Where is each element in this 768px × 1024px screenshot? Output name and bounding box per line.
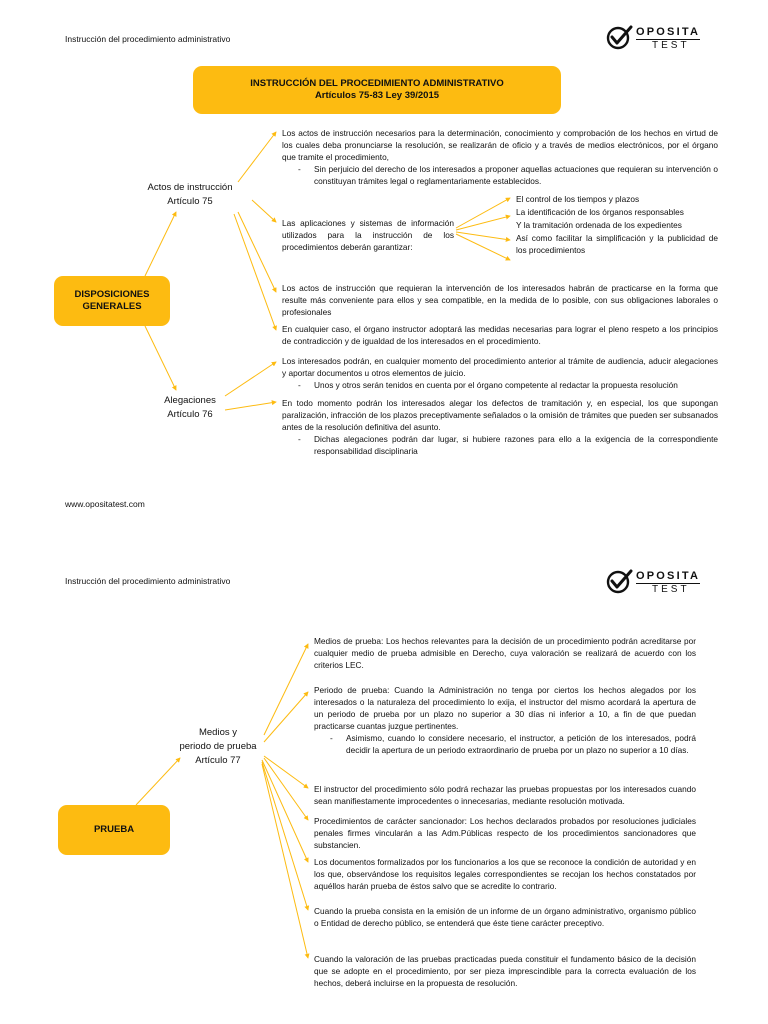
actos-paragraph-1-bullet: - Sin perjuicio del derecho de los interesados a proponer aquellas actuaciones que requieran su intervención o constituyan trámites legal o reglamentariamente establecidos. [298, 163, 718, 186]
connector-actos-1 [238, 132, 276, 182]
actos-paragraph-4: En cualquier caso, el órgano instructor adoptará las medidas necesarias para lograr el pleno respeto a los principios de contradicción y de igualdad de los interesados en el procedimiento. [282, 324, 718, 346]
connector-actos-3 [238, 212, 276, 292]
page-2-connectors [0, 530, 768, 1024]
connector-garantia-4 [456, 234, 510, 260]
header-document-title: Instrucción del procedimiento administrativo [65, 576, 231, 586]
garantia-item: Y la tramitación ordenada de los expedientes [516, 219, 682, 230]
connector-medios-2 [264, 692, 308, 742]
prueba-paragraph-1: Medios de prueba: Los hechos relevantes para la decisión de un procedimiento podrán acreditarse por cualquier medio de prueba admisible en Derecho, cuya valoración se realizará de acuerdo con los criterios LEC. [314, 636, 696, 670]
connector-root-to-actos [145, 212, 176, 276]
alegaciones-paragraph-1-text: Los interesados podrán, en cualquier momento del procedimiento anterior al trámite de audiencia, aducir alegaciones y aportar documentos u otros elementos de juicio. [282, 356, 718, 378]
connector-actos-2 [252, 200, 276, 222]
node-actos-title: Actos de instrucción [147, 182, 233, 193]
alegaciones-paragraph-1-bullet: - Unos y otros serán tenidos en cuenta por el órgano competente al redactar la propuesta resolución [298, 379, 678, 390]
connector-alegaciones-2 [225, 402, 276, 410]
actos-paragraph-2: Las aplicaciones y sistemas de información utilizados para la instrucción de los procedimientos deberán garantizar: [282, 218, 454, 252]
alegaciones-paragraph-2-bullet: - Dichas alegaciones podrán dar lugar, si hubiere razones para ello a la exigencia de la correspondiente responsabilidad disciplinaria [298, 433, 718, 456]
page-2 [0, 530, 768, 1024]
footer-website: www.opositatest.com [65, 499, 145, 509]
node-alegaciones-article: Artículo 76 [167, 408, 213, 420]
logo-text-top: OPOSITA [636, 570, 701, 582]
main-title: INSTRUCCIÓN DEL PROCEDIMIENTO ADMINISTRATIVO [250, 77, 504, 89]
prueba-paragraph-2-bullet: - Asimismo, cuando lo considere necesario, el instructor, a petición de los interesados, podrá decidir la apertura de un periodo extraordinario de prueba por un plazo no superior a 10 días. [330, 732, 696, 755]
alegaciones-paragraph-2-text: En todo momento podrán los interesados alegar los defectos de tramitación y, en especial, los que supongan paralización, infracción de los plazos preceptivamente señalados o la omisión de trámites que pueden ser subsanados antes de la resolución definitiva del asunto. [282, 398, 718, 432]
node-medios-line-1: Medios y [198, 727, 237, 738]
root-label: DISPOSICIONES GENERALES [74, 288, 150, 312]
prueba-paragraph-4: Procedimientos de carácter sancionador: Los hechos declarados probados por resoluciones judiciales penales firmes vincularán a las Adm.Públicas respecto de los procedimientos sancionadores que substancien. [314, 816, 696, 850]
prueba-paragraph-7: Cuando la valoración de las pruebas practicadas pueda constituir el fundamento básico de la decisión que se adopte en el procedimiento, por ser pieza imprescindible para la correcta evaluación de los hechos, deberá incluirse en la propuesta de resolución. [314, 954, 696, 988]
connector-medios-6 [262, 762, 308, 910]
connector-root-to-alegaciones [145, 326, 176, 390]
main-subtitle: Artículos 75-83 Ley 39/2015 [314, 90, 440, 101]
node-actos-article: Artículo 75 [167, 195, 213, 207]
connector-medios-1 [264, 644, 308, 735]
garantia-item: La identificación de los órganos responsables [516, 206, 684, 217]
node-alegaciones-title: Alegaciones [164, 395, 216, 406]
node-medios-article: Artículo 77 [195, 754, 241, 766]
node-medios-line-2: periodo de prueba [179, 740, 257, 752]
actos-paragraph-3: Los actos de instrucción que requieran la intervención de los interesados habrán de practicarse en la forma que resulte más conveniente para ellos y sea compatible, en la medida de lo posible, con sus obligaciones laborales o profesionales [282, 283, 718, 317]
connector-root-to-medios [136, 758, 180, 805]
connector-actos-4 [234, 214, 276, 330]
garantia-item: El control de los tiempos y plazos [516, 194, 640, 204]
connector-garantia-3 [456, 232, 510, 240]
logo-text-top: OPOSITA [636, 26, 701, 38]
actos-paragraph-1-text: Los actos de instrucción necesarios para la determinación, conocimiento y comprobación de los hechos en virtud de los cuales deba pronunciarse la resolución, se realizarán de oficio y a través de medios electrónicos, por el órgano que tramite el procedimiento, [282, 128, 718, 162]
connector-medios-7 [262, 764, 308, 958]
prueba-paragraph-6: Cuando la prueba consista en la emisión de un informe de un órgano administrativo, organismo público o Entidad de derecho público, se entenderá que éste tiene carácter preceptivo. [314, 906, 696, 928]
prueba-paragraph-3: El instructor del procedimiento sólo podrá rechazar las pruebas propuestas por los interesados cuando sean manifiestamente improcedentes o innecesarias, mediante resolución motivada. [314, 784, 696, 806]
connector-medios-3 [264, 756, 308, 788]
root-label: PRUEBA [93, 823, 135, 835]
logo-text-bottom: TEST [652, 40, 690, 51]
prueba-paragraph-2-text: Periodo de prueba: Cuando la Administración no tenga por ciertos los hechos alegados por los interesados o la naturaleza del procedimiento lo exija, el instructor del mismo acordará la apertura de un periodo de prueba por un plazo no superior a 30 días ni inferior a 10, a fin de que puedan practicarse cuantas juzgue pertinentes. [314, 685, 696, 731]
header-document-title: Instrucción del procedimiento administrativo [65, 34, 231, 44]
connector-alegaciones-1 [225, 362, 276, 396]
prueba-paragraph-5: Los documentos formalizados por los funcionarios a los que se reconoce la condición de autoridad y en los que, observándose los requisitos legales correspondientes se recojan los hechos constatados por aquéllos harán prueba de éstos salvo que se acredite lo contrario. [314, 857, 696, 891]
logo-text-bottom: TEST [652, 584, 690, 595]
garantia-item: Así como facilitar la simplificación y la publicidad de los procedimientos [516, 232, 718, 255]
